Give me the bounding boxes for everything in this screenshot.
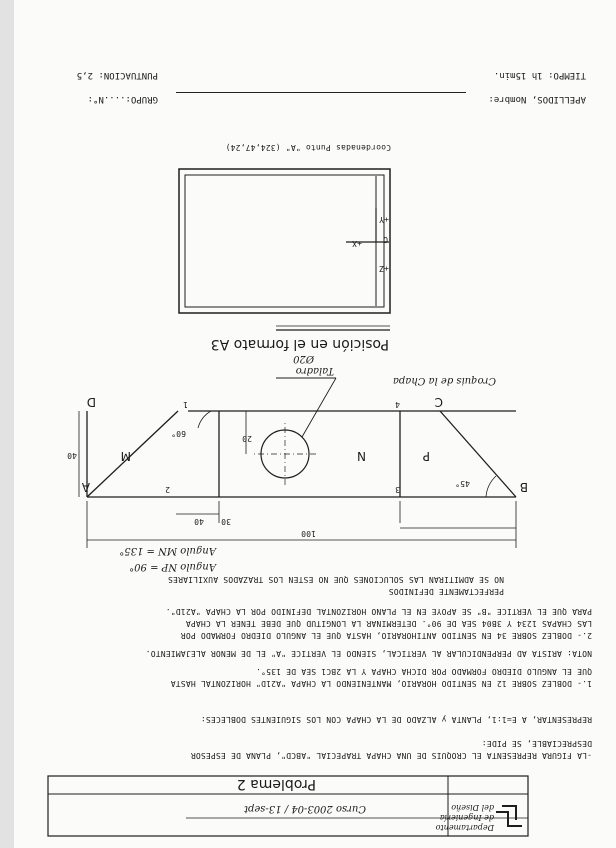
dept-line-1: Departamento [435, 823, 494, 832]
croquis-label: Croquis de la Chapa [392, 375, 496, 386]
axis-z-label: +Z [378, 264, 389, 273]
tiempo-label: TIEMPO: 1h 15min. [493, 70, 586, 80]
angle-mn: Angulo MN = 135° [119, 545, 216, 556]
item1-line-2: QUE EL ANGULO DIEDRO FORMADO POR DICHA CHAPA Y LA 2BC1 SEA DE 135°. [255, 667, 592, 676]
intro-line-2: DESPRECIABLE, SE PIDE: [481, 739, 592, 748]
item2-line-3: PARA QUE EL VERTICE "B" SE APOYE EN EL PLANO HORIZONTAL DEFINIDO POR LA CHAPA "A21D". [165, 607, 592, 616]
point-1: 1 [182, 400, 188, 409]
dimension-20: 20 [241, 434, 252, 443]
dimension-30: 30 [220, 517, 231, 526]
point-4: 4 [394, 400, 400, 409]
dept-line-2: de Ingeniería [439, 813, 494, 822]
axis-x-label: +X [351, 239, 362, 248]
intro-line-1: -LA FIGURA REPRESENTA EL CROQUIS DE UNA CHAPA TRAPECIAL "ABCD", PLANA DE ESPESOR [190, 751, 592, 760]
vertex-c: C [434, 395, 443, 409]
puntuacion-label: PUNTUACION: 2,5 [76, 70, 158, 80]
dimension-100: 100 [300, 529, 316, 538]
course-label: Curso 2003-04 / 13-sept [243, 803, 366, 814]
angle-60: 60° [170, 429, 186, 438]
grupo-label: GRUPO:....N°: [87, 94, 158, 104]
dept-line-3: del Diseño [451, 803, 494, 812]
region-m: M [120, 449, 131, 463]
vertex-a: A [81, 480, 90, 494]
coordinates-caption: Coordenadas Punto "A" (324,47,24) [225, 143, 391, 152]
vertex-b: B [519, 480, 528, 494]
point-2: 2 [164, 485, 170, 494]
position-title: Posición en el formato A3 [210, 336, 389, 352]
region-p: P [422, 449, 430, 463]
problem-title: Problema 2 [236, 776, 316, 792]
angle-np: Angulo NP = 90° [129, 561, 216, 572]
item2-line-2: LAS CHAPAS 1234 Y 3B04 SEA DE 90°. DETERMINAR LA LONGITUD QUE DEBE TENER LA CHAPA [185, 619, 592, 628]
taladro-label: Taladro [295, 365, 334, 376]
dimension-40-side: 40 [66, 451, 77, 460]
taladro-diameter: Ø20 [293, 353, 314, 364]
point-3: 3 [394, 485, 400, 494]
dimension-40-bottom: 40 [193, 517, 204, 526]
axis-y-label: +Y [378, 215, 389, 224]
angle-45: 45° [454, 479, 470, 488]
item2-line-1: 2.- DOBLEZ SOBRE 34 EN SENTIDO ANTIHORARIO, HASTA QUE EL ANGULO DIEDRO FORMADO POR [180, 631, 592, 640]
warning-line-1: NO SE ADMITIRAN LAS SOLUCIONES QUE NO ESTEN LOS TRAZADOS AUXILIARES [167, 575, 504, 584]
nota-line: NOTA: ARISTA AD PERPENDICULAR AL VERTICAL, SIENDO EL VERTICE "A" EL DE MENOR ALEJAMIENTO. [145, 649, 592, 658]
item1-line-1: 1.- DOBLEZ SOBRE 12 EN SENTIDO HORARIO, MANTENIENDO LA CHAPA "A21D" HORIZONTAL HASTA [170, 679, 592, 688]
task-line: REPRESENTAR, A E=1:1, PLANTA y ALZADO DE LA CHAPA CON LOS SIGUIENTES DOBLECES: [200, 715, 592, 724]
apellidos-label: APELLIDOS, Nombre: [488, 94, 586, 104]
region-n: N [357, 449, 366, 463]
origin-label: O [382, 235, 388, 244]
vertex-d: D [86, 395, 96, 409]
warning-line-2: PERFECTAMENTE DEFINIDOS [388, 587, 504, 596]
